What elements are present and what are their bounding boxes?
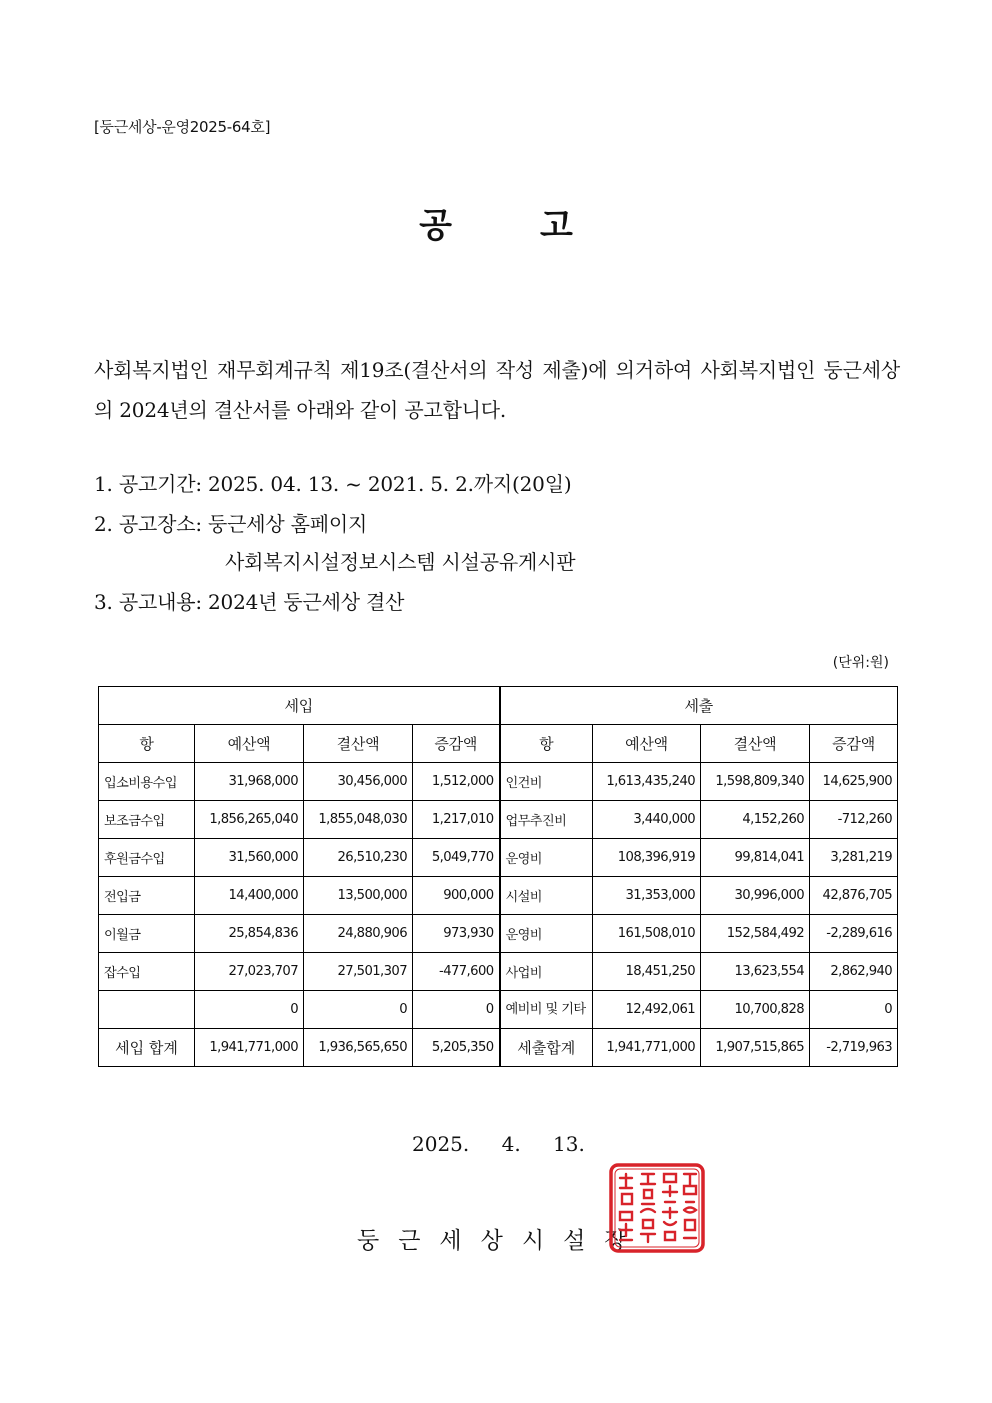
expense-total-settled: 1,907,515,865 bbox=[701, 1029, 810, 1067]
income-diff: -477,600 bbox=[413, 953, 500, 991]
table-row bbox=[99, 763, 898, 801]
expense-budget: 1,613,435,240 bbox=[593, 763, 701, 801]
income-item: 입소비용수입 bbox=[99, 763, 195, 801]
expense-diff: -2,289,616 bbox=[810, 915, 898, 953]
expense-diff: 3,281,219 bbox=[810, 839, 898, 877]
column-header: 예산액 bbox=[593, 725, 701, 763]
expense-item: 예비비 및 기타 bbox=[500, 991, 593, 1029]
table-row bbox=[99, 839, 898, 877]
income-settled: 0 bbox=[304, 991, 413, 1029]
income-header: 세입 bbox=[99, 687, 500, 725]
expense-item: 사업비 bbox=[500, 953, 593, 991]
expense-total-label: 세출합계 bbox=[500, 1029, 593, 1067]
table-row bbox=[99, 801, 898, 839]
notice-period: 1. 공고기간: 2025. 04. 13. ~ 2021. 5. 2.까지(20일) bbox=[94, 472, 572, 496]
income-budget: 31,968,000 bbox=[195, 763, 304, 801]
column-header: 항 bbox=[99, 725, 195, 763]
notice-date: 2025. 4. 13. bbox=[412, 1132, 585, 1156]
income-budget: 14,400,000 bbox=[195, 877, 304, 915]
income-budget: 25,854,836 bbox=[195, 915, 304, 953]
income-diff: 973,930 bbox=[413, 915, 500, 953]
income-total-budget: 1,941,771,000 bbox=[195, 1029, 304, 1067]
income-total-diff: 5,205,350 bbox=[413, 1029, 500, 1067]
income-item: 잡수입 bbox=[99, 953, 195, 991]
intro-paragraph: 사회복지법인 재무회계규칙 제19조(결산서의 작성 제출)에 의거하여 사회복지법인 둥근세상의 2024년의 결산서를 아래와 같이 공고합니다. bbox=[94, 358, 900, 422]
table-column-header bbox=[99, 725, 898, 763]
expense-settled: 4,152,260 bbox=[701, 801, 810, 839]
column-header: 결산액 bbox=[304, 725, 413, 763]
title-char-1: 공 bbox=[419, 206, 452, 246]
table-row bbox=[99, 991, 898, 1029]
expense-header: 세출 bbox=[500, 687, 898, 725]
notice-place: 2. 공고장소: 둥근세상 홈페이지 bbox=[94, 512, 368, 536]
expense-budget: 161,508,010 bbox=[593, 915, 701, 953]
expense-diff: 0 bbox=[810, 991, 898, 1029]
expense-budget: 108,396,919 bbox=[593, 839, 701, 877]
title-char-2: 고 bbox=[540, 206, 573, 246]
income-item: 이월금 bbox=[99, 915, 195, 953]
income-item bbox=[99, 991, 195, 1029]
income-diff: 1,512,000 bbox=[413, 763, 500, 801]
table-row bbox=[99, 877, 898, 915]
table-row bbox=[99, 953, 898, 991]
expense-settled: 30,996,000 bbox=[701, 877, 810, 915]
expense-settled: 10,700,828 bbox=[701, 991, 810, 1029]
expense-settled: 13,623,554 bbox=[701, 953, 810, 991]
income-settled: 26,510,230 bbox=[304, 839, 413, 877]
expense-budget: 18,451,250 bbox=[593, 953, 701, 991]
expense-diff: 2,862,940 bbox=[810, 953, 898, 991]
expense-diff: -712,260 bbox=[810, 801, 898, 839]
expense-budget: 3,440,000 bbox=[593, 801, 701, 839]
column-header: 결산액 bbox=[701, 725, 810, 763]
notice-place-2: 사회복지시설정보시스템 시설공유게시판 bbox=[225, 550, 576, 574]
income-total-label: 세입 합계 bbox=[99, 1029, 195, 1067]
expense-item: 운영비 bbox=[500, 915, 593, 953]
organization-name: 둥근세상시설장 bbox=[357, 1228, 646, 1254]
income-diff: 0 bbox=[413, 991, 500, 1029]
income-settled: 24,880,906 bbox=[304, 915, 413, 953]
expense-diff: 14,625,900 bbox=[810, 763, 898, 801]
page-title bbox=[0, 198, 992, 247]
expense-item: 업무추진비 bbox=[500, 801, 593, 839]
expense-diff: 42,876,705 bbox=[810, 877, 898, 915]
income-budget: 0 bbox=[195, 991, 304, 1029]
unit-note: (단위:원) bbox=[832, 655, 889, 671]
income-settled: 13,500,000 bbox=[304, 877, 413, 915]
column-header: 증감액 bbox=[810, 725, 898, 763]
settlement-table bbox=[98, 686, 898, 1067]
expense-settled: 1,598,809,340 bbox=[701, 763, 810, 801]
column-header: 항 bbox=[500, 725, 593, 763]
income-settled: 27,501,307 bbox=[304, 953, 413, 991]
expense-total-diff: -2,719,963 bbox=[810, 1029, 898, 1067]
expense-budget: 12,492,061 bbox=[593, 991, 701, 1029]
income-budget: 31,560,000 bbox=[195, 839, 304, 877]
notice-content: 3. 공고내용: 2024년 둥근세상 결산 bbox=[94, 590, 405, 614]
income-item: 후원금수입 bbox=[99, 839, 195, 877]
column-header: 예산액 bbox=[195, 725, 304, 763]
income-diff: 5,049,770 bbox=[413, 839, 500, 877]
official-seal-icon bbox=[608, 1162, 706, 1254]
document-number: [둥근세상-운영2025-64호] bbox=[94, 118, 271, 136]
income-item: 전입금 bbox=[99, 877, 195, 915]
income-diff: 900,000 bbox=[413, 877, 500, 915]
table-total-row bbox=[99, 1029, 898, 1067]
income-budget: 1,856,265,040 bbox=[195, 801, 304, 839]
income-diff: 1,217,010 bbox=[413, 801, 500, 839]
table-row bbox=[99, 915, 898, 953]
expense-total-budget: 1,941,771,000 bbox=[593, 1029, 701, 1067]
expense-settled: 99,814,041 bbox=[701, 839, 810, 877]
column-header: 증감액 bbox=[413, 725, 500, 763]
expense-budget: 31,353,000 bbox=[593, 877, 701, 915]
income-item: 보조금수입 bbox=[99, 801, 195, 839]
income-total-settled: 1,936,565,650 bbox=[304, 1029, 413, 1067]
income-settled: 1,855,048,030 bbox=[304, 801, 413, 839]
expense-item: 운영비 bbox=[500, 839, 593, 877]
expense-item: 시설비 bbox=[500, 877, 593, 915]
expense-item: 인건비 bbox=[500, 763, 593, 801]
expense-settled: 152,584,492 bbox=[701, 915, 810, 953]
income-settled: 30,456,000 bbox=[304, 763, 413, 801]
table-group-header bbox=[99, 687, 898, 725]
income-budget: 27,023,707 bbox=[195, 953, 304, 991]
